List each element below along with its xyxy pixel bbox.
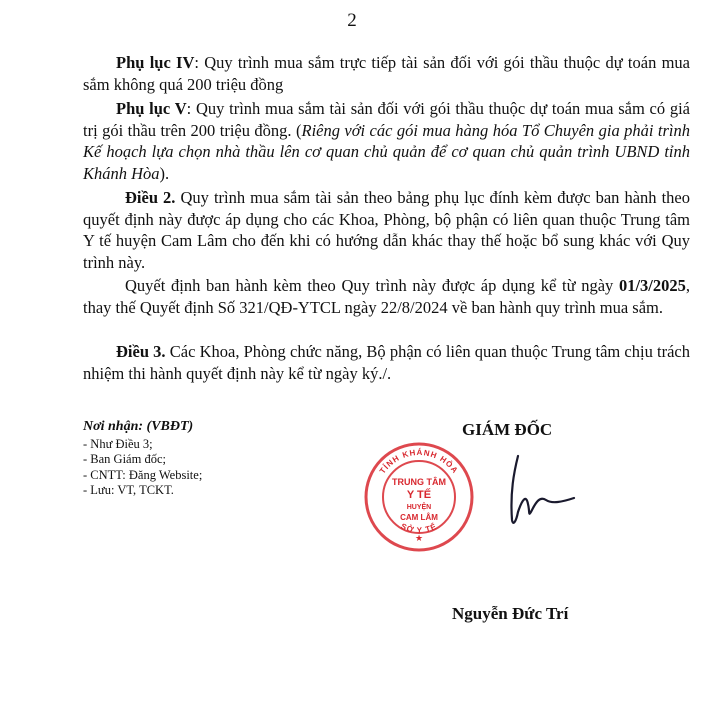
- appendix-5-label: Phụ lục V: [116, 99, 187, 118]
- article-2-label: Điều 2.: [125, 188, 176, 207]
- article-3-paragraph: [83, 341, 690, 384]
- stamp-line-4: CAM LÂM: [400, 513, 438, 522]
- signer-title: GIÁM ĐỐC: [462, 420, 553, 439]
- page-number: 2: [347, 10, 357, 31]
- appendix-4-paragraph: [83, 52, 690, 95]
- recipient-item: - CNTT: Đăng Website;: [83, 467, 203, 482]
- official-stamp: [363, 441, 475, 553]
- recipient-item: - Ban Giám đốc;: [83, 452, 166, 466]
- appendix-5-note: Riêng với các gói mua hàng hóa Tổ Chuyên gia phải trình Kế hoạch lựa chọn nhà thầu lên cơ quan chủ quản để cơ quan chủ quản trình UBND tỉnh Khánh Hòa: [83, 120, 690, 183]
- appendix-5-text: : Quy trình mua sắm tài sản đối với gói thầu thuộc dự toán mua sắm có giá trị gói thầu trên 200 triệu đồng. (: [83, 99, 690, 140]
- recipients-block: [83, 419, 343, 499]
- effective-text-before: Quyết định ban hành kèm theo Quy trình này được áp dụng kể từ ngày: [125, 276, 619, 295]
- svg-text:SỞ Y TẾ: SỞ Y TẾ: [399, 521, 439, 535]
- stamp-line-1: TRUNG TÂM: [392, 477, 446, 487]
- effective-text-after: , thay thế Quyết định Số 321/QĐ-YTCL ngày 22/8/2024 về ban hành quy trình mua sắm.: [83, 276, 690, 317]
- svg-text:★: ★: [414, 533, 424, 543]
- signer-name: Nguyễn Đức Trí: [452, 604, 569, 623]
- article-3-text: Các Khoa, Phòng chức năng, Bộ phận có liên quan thuộc Trung tâm chịu trách nhiệm thi hành quyết định này kể từ ngày ký./.: [83, 342, 690, 383]
- appendix-5-close: ).: [159, 163, 170, 183]
- article-3-label: Điều 3.: [116, 342, 166, 361]
- article-2-paragraph: [83, 187, 690, 273]
- stamp-line-3: HUYỆN: [406, 504, 432, 511]
- svg-text:TỈNH KHÁNH HÒA: TỈNH KHÁNH HÒA: [377, 447, 461, 476]
- effective-paragraph: [83, 275, 690, 318]
- recipients-heading: Nơi nhận: (VBĐT): [83, 419, 194, 434]
- article-2-text: Quy trình mua sắm tài sản theo bảng phụ lục đính kèm được ban hành theo quyết định này được áp dụng cho các Khoa, Phòng, bộ phận có liên quan thuộc Trung tâm Y tế huyện Cam Lâm cho đến khi có hướng dẫn khác thay thế hoặc bổ sung khác với Quy trình này.: [83, 188, 691, 272]
- appendix-4-text: : Quy trình mua sắm trực tiếp tài sản đối với gói thầu thuộc dự toán mua sắm không quá 200 triệu đồng: [83, 53, 690, 94]
- appendix-4-label: Phụ lục IV: [116, 53, 195, 72]
- appendix-5-paragraph: [83, 98, 690, 184]
- effective-date: 01/3/2025: [618, 276, 686, 295]
- handwritten-signature: [470, 452, 580, 532]
- recipient-item: - Lưu: VT, TCKT.: [83, 483, 174, 497]
- stamp-line-2: Y TẾ: [406, 489, 432, 501]
- recipient-item: - Như Điều 3;: [83, 436, 153, 451]
